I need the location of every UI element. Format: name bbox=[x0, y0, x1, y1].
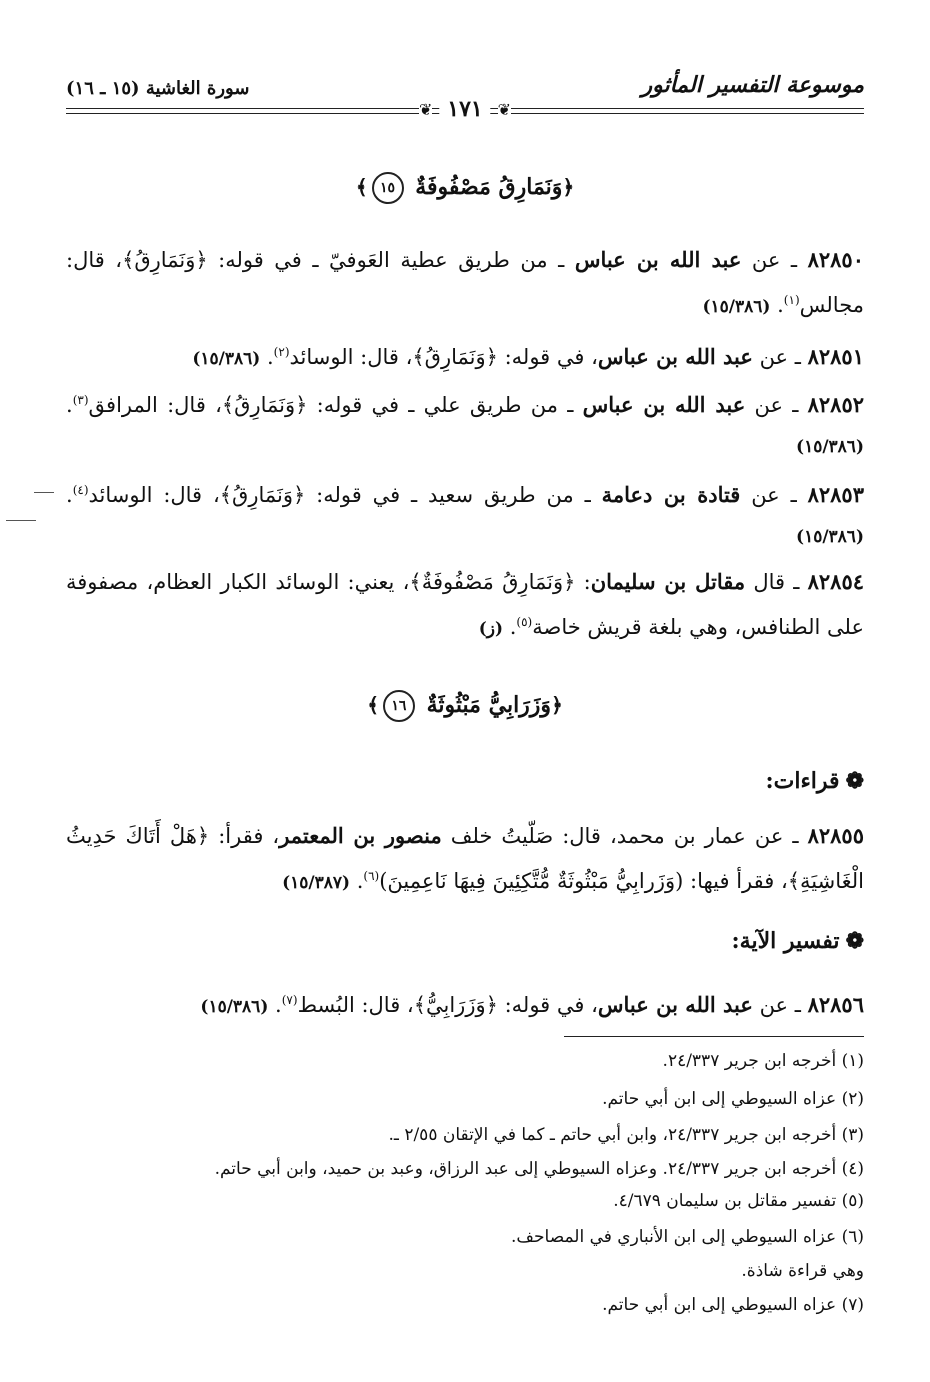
entry-connector: ـ عن bbox=[752, 993, 808, 1017]
footnote-marker[interactable]: (٧) bbox=[281, 993, 298, 1007]
footnote-4: (٤) أخرجه ابن جرير ٢٤/٣٣٧. وعزاه السيوطي إلى عبد الرزاق، وعبد بن حميد، وابن أبي حاتم. bbox=[214, 1159, 864, 1179]
entry-82856 bbox=[66, 980, 864, 1027]
narrator-name: عبد الله بن عباس bbox=[574, 247, 742, 272]
verse-heading-15 bbox=[66, 172, 864, 204]
ayah-number-marker: ١٥ bbox=[372, 172, 404, 204]
page-header bbox=[66, 66, 864, 126]
volume-reference: (١٥/٣٨٧) bbox=[282, 873, 351, 893]
entry-end: . bbox=[268, 993, 282, 1017]
entry-text: ، في قوله: ﴿وَزَرَابِيُّ﴾، قال: البُسط bbox=[297, 993, 598, 1017]
narrator-name: عبد الله بن عباس bbox=[597, 344, 753, 369]
entry-number: ٨٢٨٥٦ bbox=[807, 992, 864, 1017]
entry-number: ٨٢٨٥٣ bbox=[807, 482, 864, 507]
book-title: موسوعة التفسير المأثور bbox=[641, 72, 864, 98]
entry-text: ـ عن عمار بن محمد، قال: صَلّيتُ خلف bbox=[441, 824, 808, 848]
entry-end: . bbox=[770, 293, 784, 317]
footnote-marker[interactable]: (٥) bbox=[516, 615, 533, 629]
entry-number: ٨٢٨٥٠ bbox=[807, 247, 864, 272]
volume-reference: (١٥/٣٨٦) bbox=[796, 437, 864, 457]
entry-82850 bbox=[66, 240, 864, 327]
entry-connector: ـ قال bbox=[745, 570, 808, 594]
footnote-separator bbox=[564, 1036, 864, 1037]
volume-reference: (١٥/٣٨٦) bbox=[796, 527, 864, 547]
footnote-marker[interactable]: (٦) bbox=[363, 869, 380, 883]
footnote-marker[interactable]: (٤) bbox=[72, 483, 89, 497]
surah-title: سورة الغاشية (١٥ ـ ١٦) bbox=[66, 78, 250, 99]
entry-connector: ـ عن bbox=[741, 248, 808, 272]
footnote-6: (٦) عزاه السيوطي إلى ابن الأنباري في المصاحف. bbox=[511, 1227, 864, 1247]
entry-number: ٨٢٨٥٤ bbox=[807, 569, 865, 594]
footnote-marker[interactable]: (١) bbox=[783, 293, 800, 307]
section-title: قراءات: bbox=[765, 768, 840, 794]
footnote-6-note: وهي قراءة شاذة. bbox=[741, 1261, 864, 1281]
entry-text-rest: ، فقرأ: ﴿هَلْ أَتَاكَ حَدِيثُ الْغَاشِيَةِ﴾، فقرأ فيها: (وَزَرابِيُّ مَبْثُوثَةٌ مُّتَّكِئِينَ فِيهَا نَاعِمِينَ) bbox=[66, 824, 864, 893]
volume-reference: (١٥/٣٨٦) bbox=[192, 349, 261, 369]
verse-open-bracket: ﴿ bbox=[562, 175, 575, 199]
entry-number: ٨٢٨٥١ bbox=[807, 344, 864, 369]
entry-number: ٨٢٨٥٥ bbox=[807, 823, 864, 848]
entry-text: ـ من طريق علي ـ في قوله: ﴿وَنَمَارِقُ﴾، قال: المرافق bbox=[88, 393, 583, 417]
flower-ornament-icon: ❁ bbox=[845, 928, 864, 954]
entry-text: ـ من طريق عطية العَوفيّ ـ في قوله: ﴿وَنَمَارِقُ﴾، قال: مجالس bbox=[66, 248, 864, 317]
entry-connector: ـ عن bbox=[740, 483, 808, 507]
volume-reference: (ز) bbox=[478, 619, 504, 639]
narrator-name: قتادة بن دعامة bbox=[601, 482, 741, 507]
footnote-7: (٧) عزاه السيوطي إلى ابن أبي حاتم. bbox=[602, 1295, 864, 1315]
verse-heading-16 bbox=[66, 690, 864, 722]
section-heading-readings bbox=[766, 768, 865, 794]
ornament-left-icon: ❦ bbox=[419, 100, 433, 119]
footnote-1: (١) أخرجه ابن جرير ٢٤/٣٣٧. bbox=[662, 1051, 864, 1071]
entry-text: ، في قوله: ﴿وَنَمَارِقُ﴾، قال: الوسائد bbox=[289, 345, 598, 369]
entry-82851 bbox=[66, 332, 864, 379]
narrator-name: مقاتل بن سليمان bbox=[590, 569, 746, 594]
verse-close-bracket: ﴾ bbox=[367, 693, 379, 717]
section-title: تفسير الآية: bbox=[731, 928, 840, 954]
section-heading-tafsir bbox=[732, 928, 864, 954]
footnote-marker[interactable]: (٢) bbox=[273, 345, 290, 359]
verse-close-bracket: ﴾ bbox=[355, 175, 368, 199]
entry-82855 bbox=[66, 816, 864, 903]
footnote-2: (٢) عزاه السيوطي إلى ابن أبي حاتم. bbox=[602, 1089, 864, 1109]
entry-82853 bbox=[66, 470, 864, 557]
verse-text: وَنَمَارِقُ مَصْفُوفَةٌ bbox=[415, 174, 563, 200]
footnote-3: (٣) أخرجه ابن جرير ٢٤/٣٣٧، وابن أبي حاتم ـ كما في الإتقان ٢/٥٥ ـ. bbox=[388, 1125, 864, 1145]
narrator-name: عبد الله بن عباس bbox=[582, 392, 746, 417]
margin-scan-mark bbox=[6, 520, 36, 521]
entry-82852 bbox=[66, 380, 864, 467]
entry-end: . bbox=[503, 615, 517, 639]
verse-text: وَزَرَابِيُّ مَبْثُوثَةٌ bbox=[426, 692, 552, 718]
entry-text: ـ من طريق سعيد ـ في قوله: ﴿وَنَمَارِقُ﴾، قال: الوسائد bbox=[88, 483, 602, 507]
margin-scan-mark bbox=[34, 492, 54, 493]
volume-reference: (١٥/٣٨٦) bbox=[200, 997, 269, 1017]
verse-open-bracket: ﴿ bbox=[551, 693, 563, 717]
entry-number: ٨٢٨٥٢ bbox=[807, 392, 865, 417]
entry-end: . bbox=[66, 483, 73, 507]
entry-connector: ـ عن bbox=[745, 393, 808, 417]
entry-82854 bbox=[66, 562, 864, 649]
entry-connector: ـ عن bbox=[752, 345, 808, 369]
volume-reference: (١٥/٣٨٦) bbox=[702, 297, 771, 317]
ornament-right-icon: ❦ bbox=[497, 100, 511, 119]
footnote-marker[interactable]: (٣) bbox=[72, 393, 89, 407]
flower-ornament-icon: ❁ bbox=[845, 768, 864, 794]
entry-text: : ﴿وَنَمَارِقُ مَصْفُوفَةٌ﴾، يعني: الوسائد الكبار العظام، مصفوفة على الطنافس، وهي بلغة قريش خاصة bbox=[66, 570, 864, 639]
page-number: ١٧١ bbox=[439, 96, 490, 122]
ayah-number-marker: ١٦ bbox=[383, 690, 415, 722]
narrator-name: عبد الله بن عباس bbox=[597, 992, 753, 1017]
entry-end: . bbox=[350, 869, 364, 893]
footnote-5: (٥) تفسير مقاتل بن سليمان ٤/٦٧٩. bbox=[613, 1191, 864, 1211]
narrator-name: منصور بن المعتمر bbox=[279, 823, 442, 848]
entry-end: . bbox=[66, 393, 73, 417]
entry-end: . bbox=[260, 345, 274, 369]
